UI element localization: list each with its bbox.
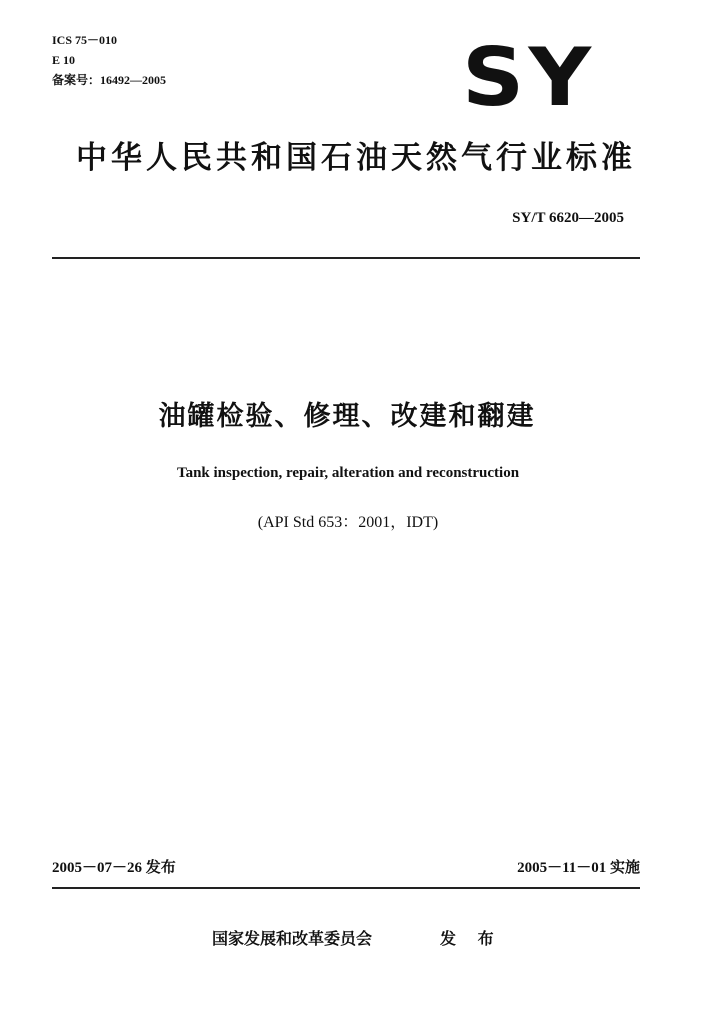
- record-number: 备案号：16492—2005: [52, 73, 167, 87]
- classification-block: [52, 30, 166, 90]
- organization-title: 中华人民共和国石油天然气行业标准: [76, 140, 636, 176]
- adoption-note: (API Std 653：2001，IDT): [257, 514, 439, 531]
- ics-code: ICS 75－010: [52, 33, 118, 47]
- top-divider: [52, 257, 640, 259]
- bottom-divider: [52, 887, 640, 889]
- standard-number: SY/T 6620—2005: [512, 210, 624, 226]
- category-code: E 10: [52, 53, 76, 67]
- sy-logo: SY: [462, 31, 596, 124]
- document-title-cn: 油罐检验、修理、改建和翻建: [158, 401, 536, 432]
- publish-label: 发 布: [440, 929, 502, 948]
- implementation-date: 2005－11－01 实施: [517, 860, 640, 876]
- publisher-name: 国家发展和改革委员会: [212, 929, 373, 948]
- issue-date: 2005－07－26 发布: [52, 860, 176, 876]
- document-title-en: Tank inspection, repair, alteration and reconstruction: [176, 465, 520, 481]
